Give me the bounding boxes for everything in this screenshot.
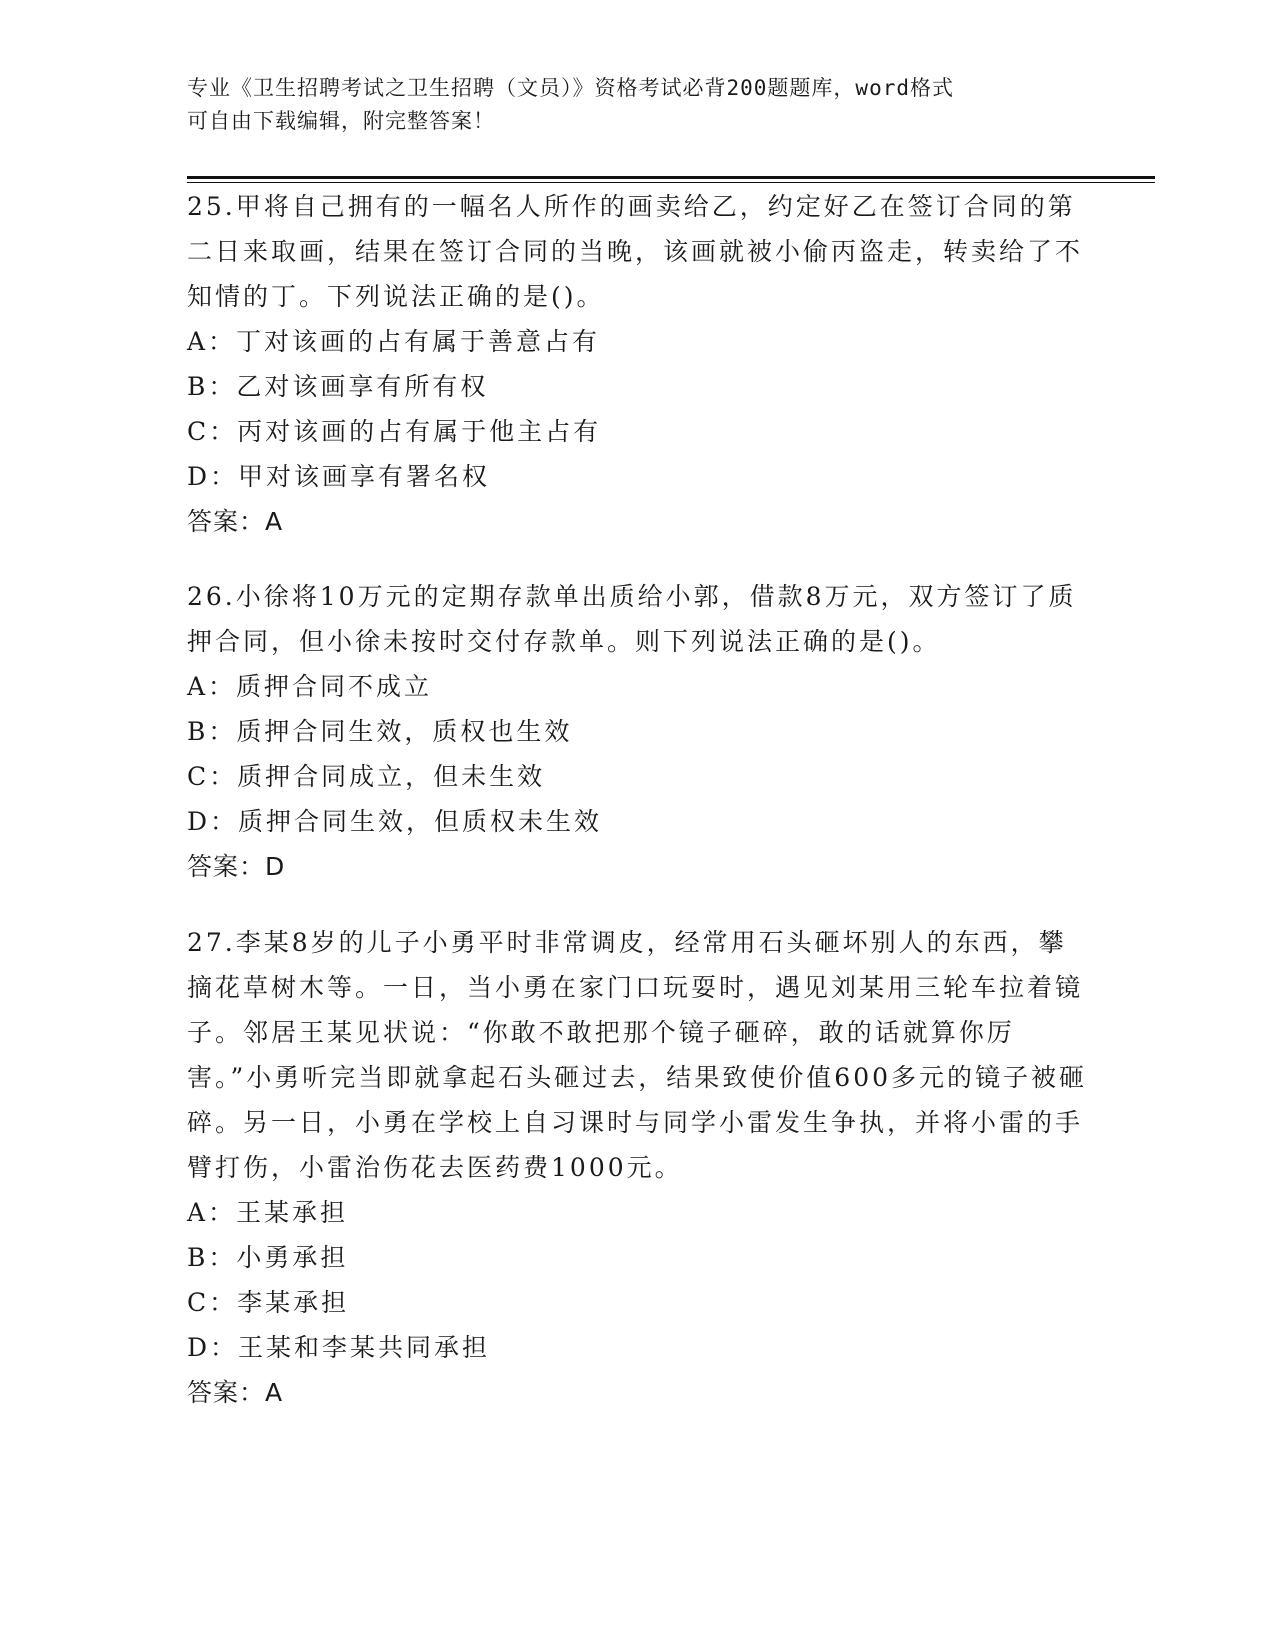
option-d: D：甲对该画享有署名权 — [187, 462, 491, 491]
question-25 — [187, 184, 1087, 544]
option-d: D：质押合同生效，但质权未生效 — [187, 807, 603, 836]
option-c: C：质押合同成立，但未生效 — [187, 762, 546, 791]
answer-label: 答案：A — [187, 507, 284, 536]
option-d: D：王某和李某共同承担 — [187, 1333, 491, 1362]
header-line-1: 专业《卫生招聘考试之卫生招聘（文员）》资格考试必背200题题库，word格式 — [187, 76, 954, 100]
question-27 — [187, 920, 1087, 1415]
option-c: C：李某承担 — [187, 1288, 350, 1317]
question-stem: 25.甲将自己拥有的一幅名人所作的画卖给乙，约定好乙在签订合同的第二日来取画，结果在签订合同的当晚，该画就被小偷丙盗走，转卖给了不知情的丁。下列说法正确的是()。 — [187, 192, 1084, 311]
answer-label: 答案：D — [187, 852, 286, 881]
question-stem: 26.小徐将10万元的定期存款单出质给小郭，借款8万元，双方签订了质押合同，但小徐未按时交付存款单。则下列说法正确的是()。 — [187, 582, 1077, 656]
header-divider-thick — [187, 176, 1155, 179]
header-divider-thin — [187, 182, 1155, 183]
option-b: B：小勇承担 — [187, 1243, 349, 1272]
document-header — [187, 72, 1087, 138]
question-26 — [187, 574, 1087, 889]
option-b: B：乙对该画享有所有权 — [187, 372, 489, 401]
header-line-2: 可自由下载编辑，附完整答案！ — [187, 109, 495, 133]
answer-label: 答案：A — [187, 1378, 284, 1407]
question-stem: 27.李某8岁的儿子小勇平时非常调皮，经常用石头砸坏别人的东西，攀摘花草树木等。一日，当小勇在家门口玩耍时，遇见刘某用三轮车拉着镜子。邻居王某见状说：“你敢不敢把那个镜子砸碎，敢的话就算你厉害。”小勇听完当即就拿起石头砸过去，结果致使价值600多元的镜子被砸碎。另一日，小勇在学校上自习课时与同学小雷发生争执，并将小雷的手臂打伤，小雷治伤花去医药费1000元。 — [187, 928, 1088, 1182]
option-c: C：丙对该画的占有属于他主占有 — [187, 417, 602, 446]
option-a: A：质押合同不成立 — [187, 672, 433, 701]
option-b: B：质押合同生效，质权也生效 — [187, 717, 573, 746]
option-a: A：王某承担 — [187, 1198, 349, 1227]
option-a: A：丁对该画的占有属于善意占有 — [187, 327, 601, 356]
